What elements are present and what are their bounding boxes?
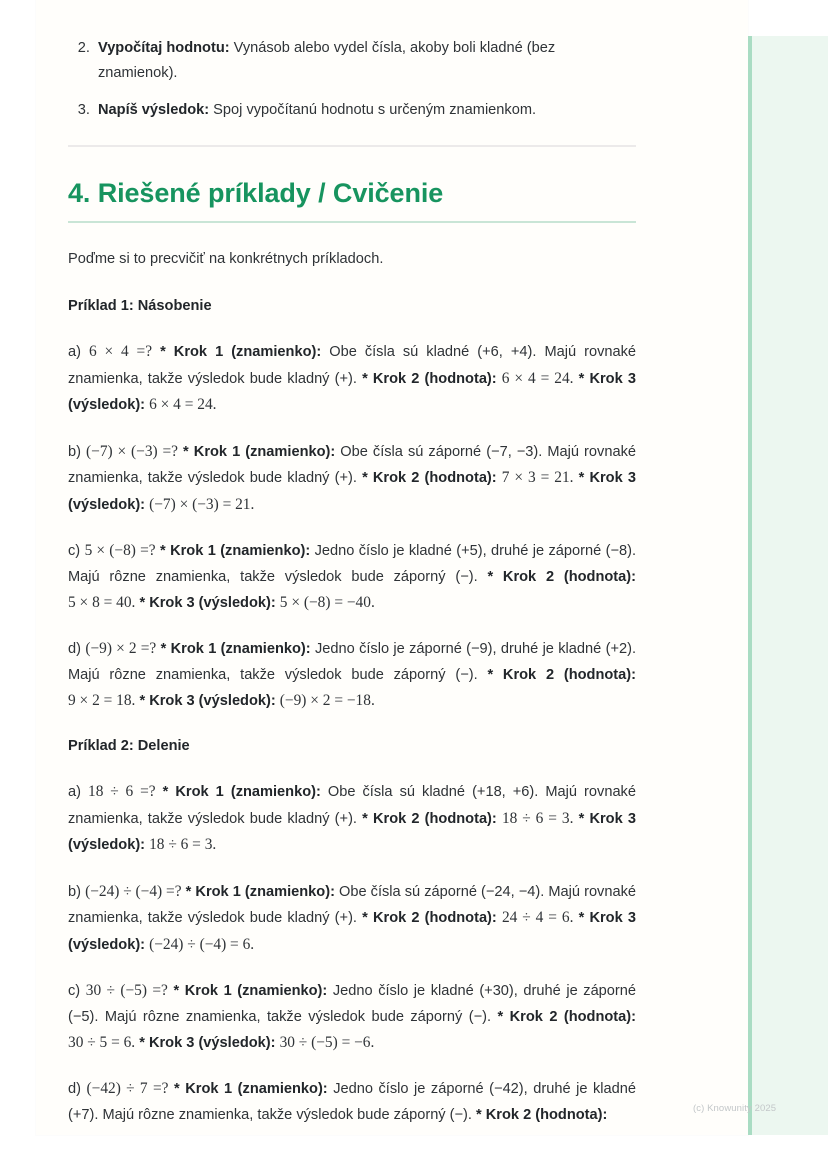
step2-label: Krok 2 (hodnota): xyxy=(372,910,497,927)
step1-text: Obe čísla sú záporné (−24, −4). Majú rovnaké znamienka, takže výsledok bude kladný (+). xyxy=(68,883,637,927)
item-marker: b) xyxy=(68,883,81,900)
section-lead: Poďme si to precvičiť na konkrétnych príkladoch. xyxy=(68,251,384,268)
item-marker: b) xyxy=(68,443,81,460)
step3-label: Krok 3 (výsledok): xyxy=(68,810,636,854)
top-spacer xyxy=(68,0,636,36)
bullet-star: * xyxy=(487,568,494,585)
step3-math: (−7) × (−3) = 21. xyxy=(149,495,255,513)
step2-math: 5 × 8 = 40. xyxy=(68,593,136,611)
item-marker: d) xyxy=(68,1081,81,1098)
example-2-item-c xyxy=(68,978,636,1056)
copyright-watermark: (c) Knowunity 2025 xyxy=(693,1103,777,1114)
step3-math: (−9) × 2 = −18. xyxy=(279,691,375,709)
step2-math: 24 ÷ 4 = 6. xyxy=(501,909,574,927)
list-item xyxy=(94,98,636,123)
example-1-item-b xyxy=(68,439,636,518)
item-marker: d) xyxy=(68,641,81,658)
step3-label: Krok 3 (výsledok): xyxy=(68,910,636,953)
page-title: 4. Riešené príklady / Cvičenie xyxy=(68,178,444,209)
step1-label: Krok 1 (znamienko): xyxy=(170,543,311,560)
bullet-star: * xyxy=(578,370,585,387)
example-2-item-d xyxy=(68,1076,636,1128)
step3-math: (−24) ÷ (−4) = 6. xyxy=(149,935,255,953)
bullet-star: * xyxy=(162,784,169,801)
step-text: Spoj vypočítanú hodnotu s určeným znamienkom. xyxy=(209,102,537,119)
bullet-star: * xyxy=(476,1106,482,1123)
step2-label: Krok 2 (hodnota): xyxy=(372,470,497,487)
bullet-star: * xyxy=(160,543,166,560)
step3-math: 30 ÷ (−5) = −6. xyxy=(279,1033,375,1051)
item-problem: 5 × (−8) =? xyxy=(84,542,156,560)
step1-label: Krok 1 (znamienko): xyxy=(185,1081,328,1098)
item-marker: a) xyxy=(68,344,81,361)
bullet-star: * xyxy=(578,910,585,927)
item-problem: (−9) × 2 =? xyxy=(85,640,157,658)
step1-label: Krok 1 (znamienko): xyxy=(175,784,321,801)
step3-label: Krok 3 (výsledok): xyxy=(149,594,276,611)
step2-label: Krok 2 (hodnota): xyxy=(372,810,497,827)
bullet-star: * xyxy=(578,470,585,487)
step1-label: Krok 1 (znamienko): xyxy=(170,641,311,658)
step1-label: Krok 1 (znamienko): xyxy=(193,443,336,460)
item-problem: (−24) ÷ (−4) =? xyxy=(85,882,182,900)
step1-label: Krok 1 (znamienko): xyxy=(195,883,335,900)
item-problem: 6 × 4 =? xyxy=(89,343,153,361)
step-label: Vypočítaj hodnotu: xyxy=(98,40,230,56)
article-content xyxy=(68,0,636,1171)
step2-label: Krok 2 (hodnota): xyxy=(485,1106,608,1123)
step2-label: Krok 2 (hodnota): xyxy=(502,568,636,585)
item-problem: 18 ÷ 6 =? xyxy=(88,783,156,801)
step1-text: Jedno číslo je záporné (−9), druhé je kladné (+2). Majú rôzne znamienka, takže výsledok bude záporný (−). xyxy=(68,641,637,683)
step2-math: 9 × 2 = 18. xyxy=(68,691,136,709)
step3-label: Krok 3 (výsledok): xyxy=(148,1034,276,1051)
bullet-star: * xyxy=(362,370,368,387)
step3-math: 18 ÷ 6 = 3. xyxy=(149,836,217,854)
step1-text: Jedno číslo je kladné (+5), druhé je záporné (−8). Majú rôzne znamienka, takže výsledok bude záporný (−). xyxy=(68,543,636,585)
example-2-item-b xyxy=(68,879,636,958)
step2-math: 30 ÷ 5 = 6. xyxy=(68,1033,136,1051)
example-1-item-c xyxy=(68,538,636,616)
bullet-star: * xyxy=(362,810,368,827)
bullet-star: * xyxy=(578,810,585,827)
bullet-star: * xyxy=(185,883,192,900)
example-2-item-a xyxy=(68,779,636,858)
step2-math: 7 × 3 = 21. xyxy=(501,469,574,487)
step1-label: Krok 1 (znamienko): xyxy=(184,983,328,1000)
step3-label: Krok 3 (výsledok): xyxy=(68,370,636,414)
step1-text: Jedno číslo je kladné (+30), druhé je záporné (−5). Majú rôzne znamienka, takže výsledok bude záporný (−). xyxy=(68,983,637,1025)
item-marker: c) xyxy=(68,543,81,560)
item-marker: a) xyxy=(68,784,81,801)
bullet-star: * xyxy=(139,594,146,611)
step2-label: Krok 2 (hodnota): xyxy=(502,666,636,683)
step1-text: Obe čísla sú kladné (+6, +4). Majú rovnaké znamienka, takže výsledok bude kladný (+). xyxy=(68,344,637,387)
step1-text: Obe čísla sú záporné (−7, −3). Majú rovnaké znamienka, takže výsledok bude kladný (+). xyxy=(68,443,636,487)
bullet-star: * xyxy=(139,692,146,709)
step3-label: Krok 3 (výsledok): xyxy=(68,470,636,513)
bullet-star: * xyxy=(174,1081,180,1098)
section-divider xyxy=(68,145,636,147)
item-marker: c) xyxy=(68,983,81,1000)
bullet-star: * xyxy=(362,470,368,487)
item-problem: 30 ÷ (−5) =? xyxy=(85,982,168,1000)
step3-math: 5 × (−8) = −40. xyxy=(279,593,375,611)
example-1-item-a xyxy=(68,339,636,418)
step2-math: 6 × 4 = 24. xyxy=(501,369,574,387)
bullet-star: * xyxy=(139,1034,145,1051)
list-item xyxy=(94,36,636,86)
item-problem: (−42) ÷ 7 =? xyxy=(86,1080,169,1098)
bullet-star: * xyxy=(362,910,368,927)
example-1-item-d xyxy=(68,636,636,714)
step2-label: Krok 2 (hodnota): xyxy=(372,370,497,387)
bullet-star: * xyxy=(173,983,180,1000)
bullet-star: * xyxy=(160,344,166,361)
step1-text: Jedno číslo je záporné (−42), druhé je kladné (+7). Majú rôzne znamienka, takže výsledok bude záporný (−). xyxy=(68,1081,636,1123)
step2-label: Krok 2 (hodnota): xyxy=(509,1008,636,1025)
step3-label: Krok 3 (výsledok): xyxy=(149,692,276,709)
item-problem: (−7) × (−3) =? xyxy=(86,442,178,460)
step1-text: Obe čísla sú kladné (+18, +6). Majú rovnaké znamienka, takže výsledok bude kladný (+). xyxy=(68,784,636,827)
step-text: Vynásob alebo vydel čísla, akoby boli kladné (bez znamienok). xyxy=(98,40,556,82)
bullet-star: * xyxy=(497,1008,504,1025)
step-label: Napíš výsledok: xyxy=(98,102,210,119)
example-1-heading: Príklad 1: Násobenie xyxy=(68,298,212,315)
steps-list xyxy=(68,36,636,123)
title-underline xyxy=(68,221,636,223)
step3-math: 6 × 4 = 24. xyxy=(149,396,217,414)
bullet-star: * xyxy=(487,666,494,683)
step2-math: 18 ÷ 6 = 3. xyxy=(501,809,574,827)
bullet-star: * xyxy=(183,443,189,460)
step1-label: Krok 1 (znamienko): xyxy=(173,344,322,361)
example-2-heading: Príklad 2: Delenie xyxy=(68,738,190,755)
right-side-rail xyxy=(748,36,828,1135)
bullet-star: * xyxy=(160,641,167,658)
